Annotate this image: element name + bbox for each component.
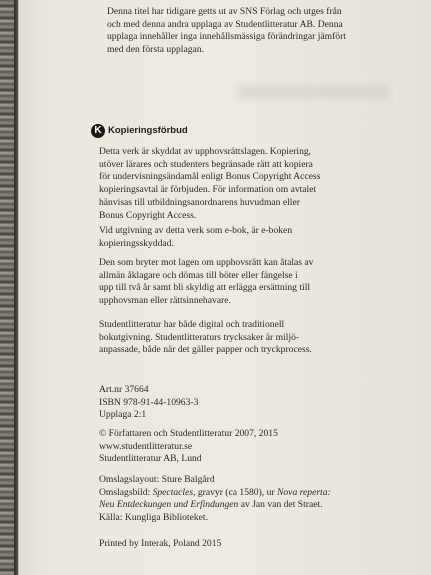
print-paragraph — [99, 319, 424, 357]
intro-line: och med denna andra upplaga av Studentlitteratur AB. Denna — [107, 18, 343, 30]
penalty-line: upphovsman eller rättsinnehavare. — [99, 295, 231, 307]
cover-image-mid: gravyr (ca 1580), ur — [195, 486, 277, 498]
copyright-line: Detta verk är skyddat av upphovsrättslagen. Kopiering, — [99, 146, 312, 157]
cover-image-work-cont: Neu Entdeckungen und Erfindungen — [99, 499, 239, 511]
copyright-paragraph — [99, 146, 424, 222]
edition: Upplaga 2:1 — [99, 409, 147, 421]
ebook-line: Vid utgivning av detta verk som e-bok, är e-boken — [99, 225, 293, 236]
article-number: Art.nr 37664 — [99, 384, 149, 395]
intro-line: upplaga innehåller inga innehållsmässiga förändringar jämfört — [107, 31, 346, 43]
copyright-notice: © Författaren och Studentlitteratur 2007, 2015 — [99, 428, 278, 439]
cover-image-credit — [99, 487, 424, 500]
printer-info — [99, 538, 424, 551]
k-logo-icon: K — [91, 124, 105, 138]
printed-by: Printed by Interak, Poland 2015 — [99, 538, 222, 549]
show-through-text — [239, 85, 389, 99]
isbn: ISBN 978-91-44-10963-3 — [99, 396, 199, 408]
copyright-line: för undervisningsändamål enligt Bonus Copyright Access — [99, 171, 321, 183]
cover-layout-credit: Omslagslayout: Sture Balgård — [99, 474, 215, 485]
penalty-paragraph — [99, 257, 424, 308]
intro-paragraph — [107, 6, 427, 56]
cover-image-work: Nova reperta: — [276, 486, 331, 498]
penalty-line: upp till två år samt bli skyldig att erlägga ersättning till — [99, 282, 311, 294]
article-info — [99, 384, 424, 422]
copyright-line: Bonus Copyright Access. — [99, 209, 197, 221]
cover-image-credit-cont — [99, 499, 424, 512]
intro-line: Denna titel har tidigare getts ut av SNS Förlag och utges från — [107, 6, 342, 17]
penalty-line: Den som bryter mot lagen om upphovsrätt kan åtalas av — [99, 257, 314, 268]
ebook-paragraph — [99, 225, 424, 250]
copyright-line: utöver lärares och studenters begränsade rätt att kopiera — [99, 158, 313, 170]
copyright-line: hänvisas till utbildningsanordnarens huvudman eller — [99, 196, 300, 208]
cover-image-prefix: Omslagsbild: — [99, 486, 153, 498]
colophon-page — [18, 0, 431, 575]
intro-line: med den första upplagan. — [107, 43, 204, 55]
cover-credits — [99, 474, 424, 525]
print-line: bokutgivning. Studentlitteraturs trycksaker är miljö- — [99, 331, 300, 343]
publisher-info — [99, 428, 424, 466]
notice-title: Kopieringsförbud — [108, 125, 188, 136]
penalty-line: allmän åklagare och dömas till böter eller fängelse i — [99, 269, 298, 281]
cover-source: Källa: Kungliga Biblioteket. — [99, 512, 208, 524]
publisher-website: www.studentlitteratur.se — [99, 440, 193, 452]
copyright-line: kopieringsavtal är förbjuden. För information om avtalet — [99, 184, 317, 196]
ebook-line: kopieringsskyddad. — [99, 237, 174, 249]
publisher-name: Studentlitteratur AB, Lund — [99, 453, 202, 465]
print-line: Studentlitteratur har både digital och traditionell — [99, 319, 285, 330]
print-line: anpassade, både när det gäller papper och tryckprocess. — [99, 344, 312, 356]
copy-prohibition-heading — [91, 123, 421, 141]
cover-image-author: av Jan van det Straet. — [238, 499, 323, 511]
cover-image-title: Spectacles, — [152, 486, 196, 498]
